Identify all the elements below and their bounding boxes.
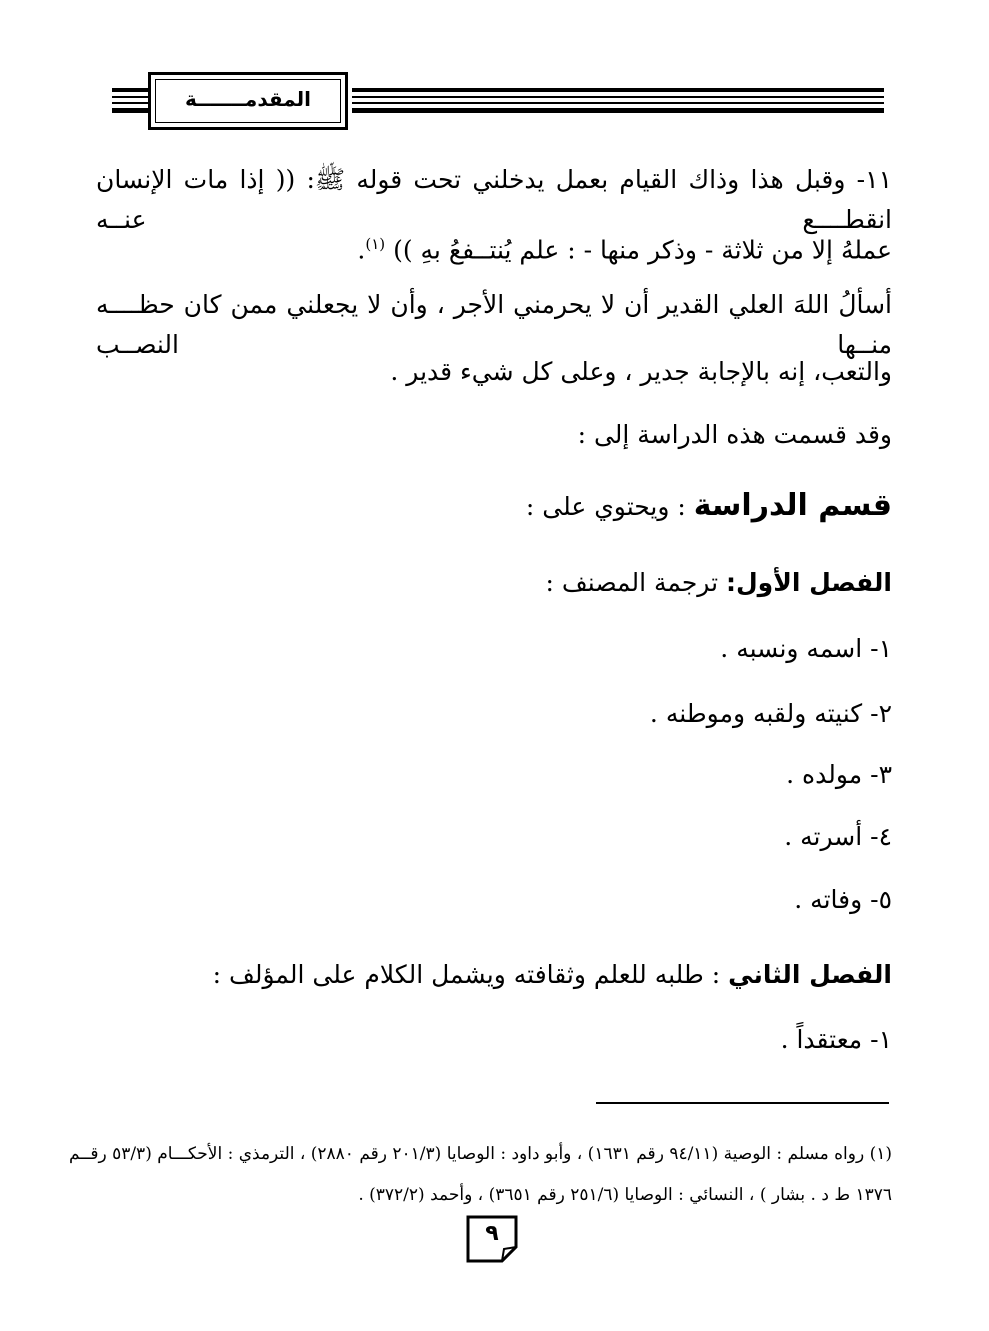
- page-number-box: [466, 1215, 518, 1263]
- page-header-title: المقدمـــــــة: [184, 87, 312, 111]
- chapter-1-item: ١- اسمه ونسبه .: [720, 634, 892, 663]
- section-heading: [96, 486, 892, 527]
- chapter-1-item: ٤- أسرته .: [784, 822, 892, 851]
- paragraph-line-4: والتعب، إنه بالإجابة جدير ، وعلى كل شيء قدير .: [390, 357, 892, 386]
- footnote-ref: (١): [365, 235, 386, 253]
- chapter-2-item: ١- معتقداً .: [780, 1025, 892, 1054]
- page-number: ٩: [485, 1221, 499, 1246]
- header-rule-right: [352, 84, 884, 118]
- footnote-separator: [596, 1102, 889, 1104]
- chapter-1-item: ٥- وفاته .: [794, 885, 892, 914]
- chapter-1-item: ٢- كنيته ولقبه وموطنه .: [649, 699, 892, 728]
- header-rule-left: [112, 84, 148, 118]
- paragraph-line-1: ١١- وقبل هذا وذاك القيام بعمل يدخلني تحت قوله ﷺ: (( إذا مات الإنسان انقطــــع عنــه: [96, 165, 892, 234]
- chapter-2-heading: [96, 955, 892, 995]
- chapter-2-subtitle: : طلبه للعلم وثقافته ويشمل الكلام على المؤلف :: [212, 960, 729, 989]
- hadith-text: عملهُ إلا من ثلاثة - وذكر منها - : علم يُنتــفعُ بهِ )): [393, 235, 892, 265]
- section-title: قسم الدراسة: [693, 488, 892, 523]
- chapter-1-subtitle: ترجمة المصنف :: [545, 568, 726, 597]
- chapter-1-item: ٣- مولده .: [786, 760, 892, 789]
- chapter-2-title: الفصل الثاني: [728, 960, 892, 989]
- paragraph-line-5: وقد قسمت هذه الدراسة إلى :: [577, 420, 892, 449]
- chapter-1-heading: [96, 563, 892, 603]
- paragraph-line-3: أسألُ اللهَ العلي القدير أن لا يحرمني الأجر ، وأن لا يجعلني ممن كان حظــــه منــها النصــب: [96, 290, 892, 359]
- footnote-line-1: (١) رواه مسلم : الوصية (٩٤/١١ رقم ١٦٣١) ، وأبو داود : الوصايا (٢٠١/٣ رقم ٢٨٨٠) ، الترمذي : الأحكـــام (٥٣/٣ رقــم: [69, 1144, 892, 1164]
- footnote-line-2: ١٣٧٦ ط د . بشار ) ، النسائي : الوصايا (٢٥١/٦ رقم ٣٦٥١) ، وأحمد (٣٧٢/٢) .: [358, 1185, 892, 1205]
- section-subtitle: : ويحتوي على :: [525, 492, 694, 521]
- sentence-end: .: [357, 235, 366, 265]
- chapter-1-title: الفصل الأول:: [725, 568, 892, 597]
- paragraph-line-2: [96, 224, 892, 270]
- header-title-box: [148, 72, 348, 130]
